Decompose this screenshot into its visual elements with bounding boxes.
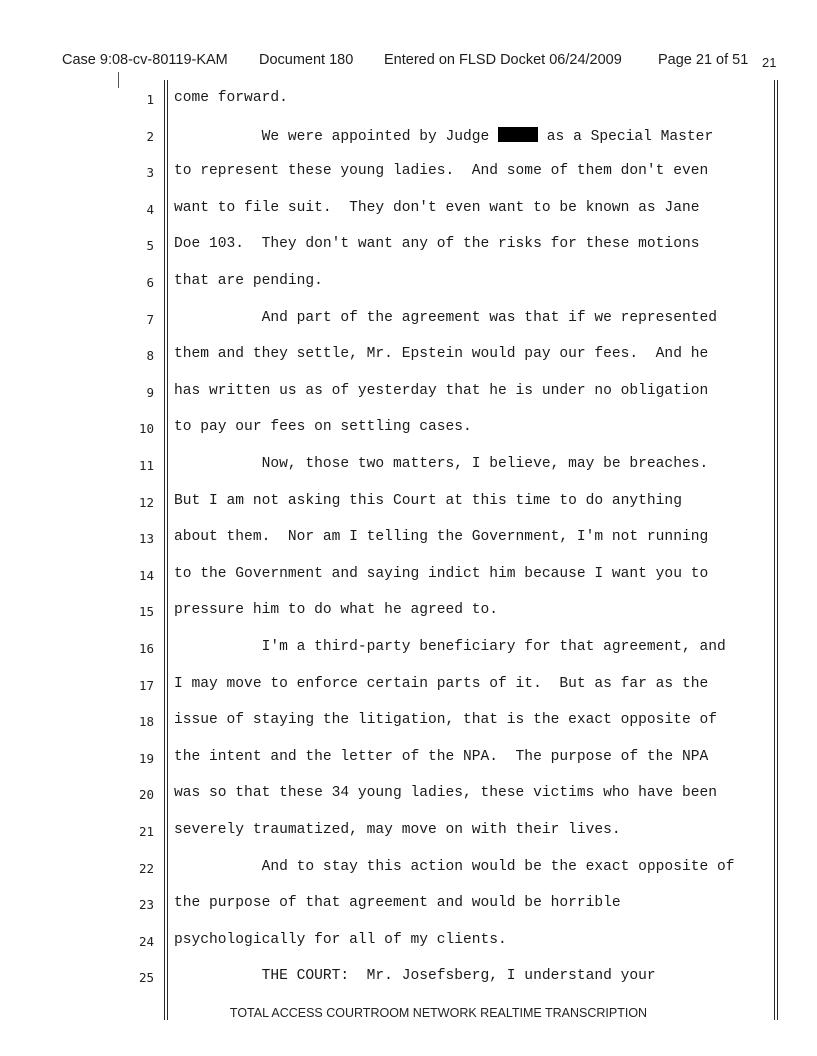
line-text: to represent these young ladies. And some of them don't even <box>174 163 709 180</box>
line-number: 24 <box>138 933 154 949</box>
line-text: the intent and the letter of the NPA. The purpose of the NPA <box>174 748 709 765</box>
transcript-line <box>0 90 800 110</box>
margin-mark <box>118 72 119 88</box>
line-number: 12 <box>138 494 154 510</box>
line-number: 3 <box>146 165 154 181</box>
line-number: 13 <box>138 531 154 547</box>
line-number: 20 <box>138 787 154 803</box>
transcript-line <box>0 236 800 256</box>
line-number: 18 <box>138 714 154 730</box>
transcript-line <box>0 785 800 805</box>
transcript-line <box>0 822 800 842</box>
line-text: to pay our fees on settling cases. <box>174 419 472 436</box>
transcript-line <box>0 273 800 293</box>
line-text <box>174 127 713 145</box>
transcript-page-number: 21 <box>762 55 777 70</box>
redaction-block <box>498 127 538 142</box>
line-number: 10 <box>138 421 154 437</box>
right-margin-rule-inner <box>777 80 778 1020</box>
document-number: Document 180 <box>259 52 354 68</box>
transcript-line <box>0 200 800 220</box>
line-number: 25 <box>138 970 154 986</box>
transcript-line <box>0 639 800 659</box>
transcript-line <box>0 895 800 915</box>
line-text: Now, those two matters, I believe, may be breaches. <box>174 456 709 472</box>
transcript-line <box>0 127 800 147</box>
transcript-line <box>0 932 800 952</box>
line-text: severely traumatized, may move on with their lives. <box>174 822 621 838</box>
transcript-line <box>0 968 800 988</box>
line-text: come forward. <box>174 90 288 106</box>
transcript-line <box>0 529 800 549</box>
transcript-line <box>0 419 800 439</box>
line-text: the purpose of that agreement and would be horrible <box>174 895 621 912</box>
transcript-line <box>0 712 800 732</box>
line-number: 15 <box>138 604 154 620</box>
line-text: THE COURT: Mr. Josefsberg, I understand your <box>174 968 656 985</box>
line-text-after-redaction: as a Special Master <box>538 128 714 145</box>
line-text: has written us as of yesterday that he is under no obligation <box>174 382 709 399</box>
line-text: I may move to enforce certain parts of it. But as far as the <box>174 675 709 692</box>
line-number: 22 <box>138 860 154 876</box>
left-margin-rule-inner <box>167 80 168 1020</box>
line-text: issue of staying the litigation, that is the exact opposite of <box>174 712 717 729</box>
line-number: 11 <box>138 458 154 473</box>
right-margin-rule <box>774 80 775 1020</box>
line-text: pressure him to do what he agreed to. <box>174 602 499 619</box>
line-number: 19 <box>138 750 154 766</box>
line-number: 23 <box>138 897 154 913</box>
line-text: But I am not asking this Court at this time to do anything <box>174 492 682 509</box>
line-text: was so that these 34 young ladies, these victims who have been <box>174 785 717 802</box>
transcript-line <box>0 676 800 696</box>
line-number: 16 <box>138 641 154 656</box>
page-indicator: Page 21 of 51 <box>658 52 749 68</box>
line-number: 17 <box>138 677 154 693</box>
transcript-line <box>0 749 800 769</box>
line-number: 14 <box>138 567 154 583</box>
line-text: about them. Nor am I telling the Government, I'm not running <box>174 529 709 546</box>
left-margin-rule <box>164 80 165 1020</box>
transcript-line <box>0 310 800 330</box>
transcript-line <box>0 456 800 476</box>
transcript-line <box>0 346 800 366</box>
line-number: 9 <box>146 384 154 400</box>
line-text: them and they settle, Mr. Epstein would pay our fees. And he <box>174 346 709 363</box>
line-number: 2 <box>146 128 154 144</box>
line-text: that are pending. <box>174 273 323 289</box>
line-text-before-redaction: We were appointed by Judge <box>174 128 499 145</box>
docket-header <box>62 52 782 70</box>
line-text: psychologically for all of my clients. <box>174 931 507 948</box>
line-text: And to stay this action would be the exact opposite of <box>174 858 735 875</box>
transcript-line <box>0 493 800 513</box>
line-text: to the Government and saying indict him because I want you to <box>174 565 709 582</box>
line-number: 5 <box>146 238 154 254</box>
case-number: Case 9:08-cv-80119-KAM <box>62 52 228 68</box>
line-number: 7 <box>146 311 154 327</box>
transcript-line <box>0 602 800 622</box>
line-number: 1 <box>146 92 154 107</box>
line-number: 4 <box>146 201 154 217</box>
line-text: Doe 103. They don't want any of the risks for these motions <box>174 236 700 253</box>
line-number: 6 <box>146 275 154 290</box>
line-number: 8 <box>146 348 154 364</box>
line-number: 21 <box>138 824 154 839</box>
transcript-line <box>0 566 800 586</box>
transcript-footer: TOTAL ACCESS COURTROOM NETWORK REALTIME TRANSCRIPTION <box>229 1006 648 1020</box>
line-text: And part of the agreement was that if we represented <box>174 309 717 326</box>
line-text: I'm a third-party beneficiary for that agreement, and <box>174 639 726 655</box>
transcript-line <box>0 163 800 183</box>
line-text: want to file suit. They don't even want to be known as Jane <box>174 199 700 216</box>
transcript-line <box>0 859 800 879</box>
transcript-line <box>0 383 800 403</box>
entered-date: Entered on FLSD Docket 06/24/2009 <box>384 52 622 68</box>
